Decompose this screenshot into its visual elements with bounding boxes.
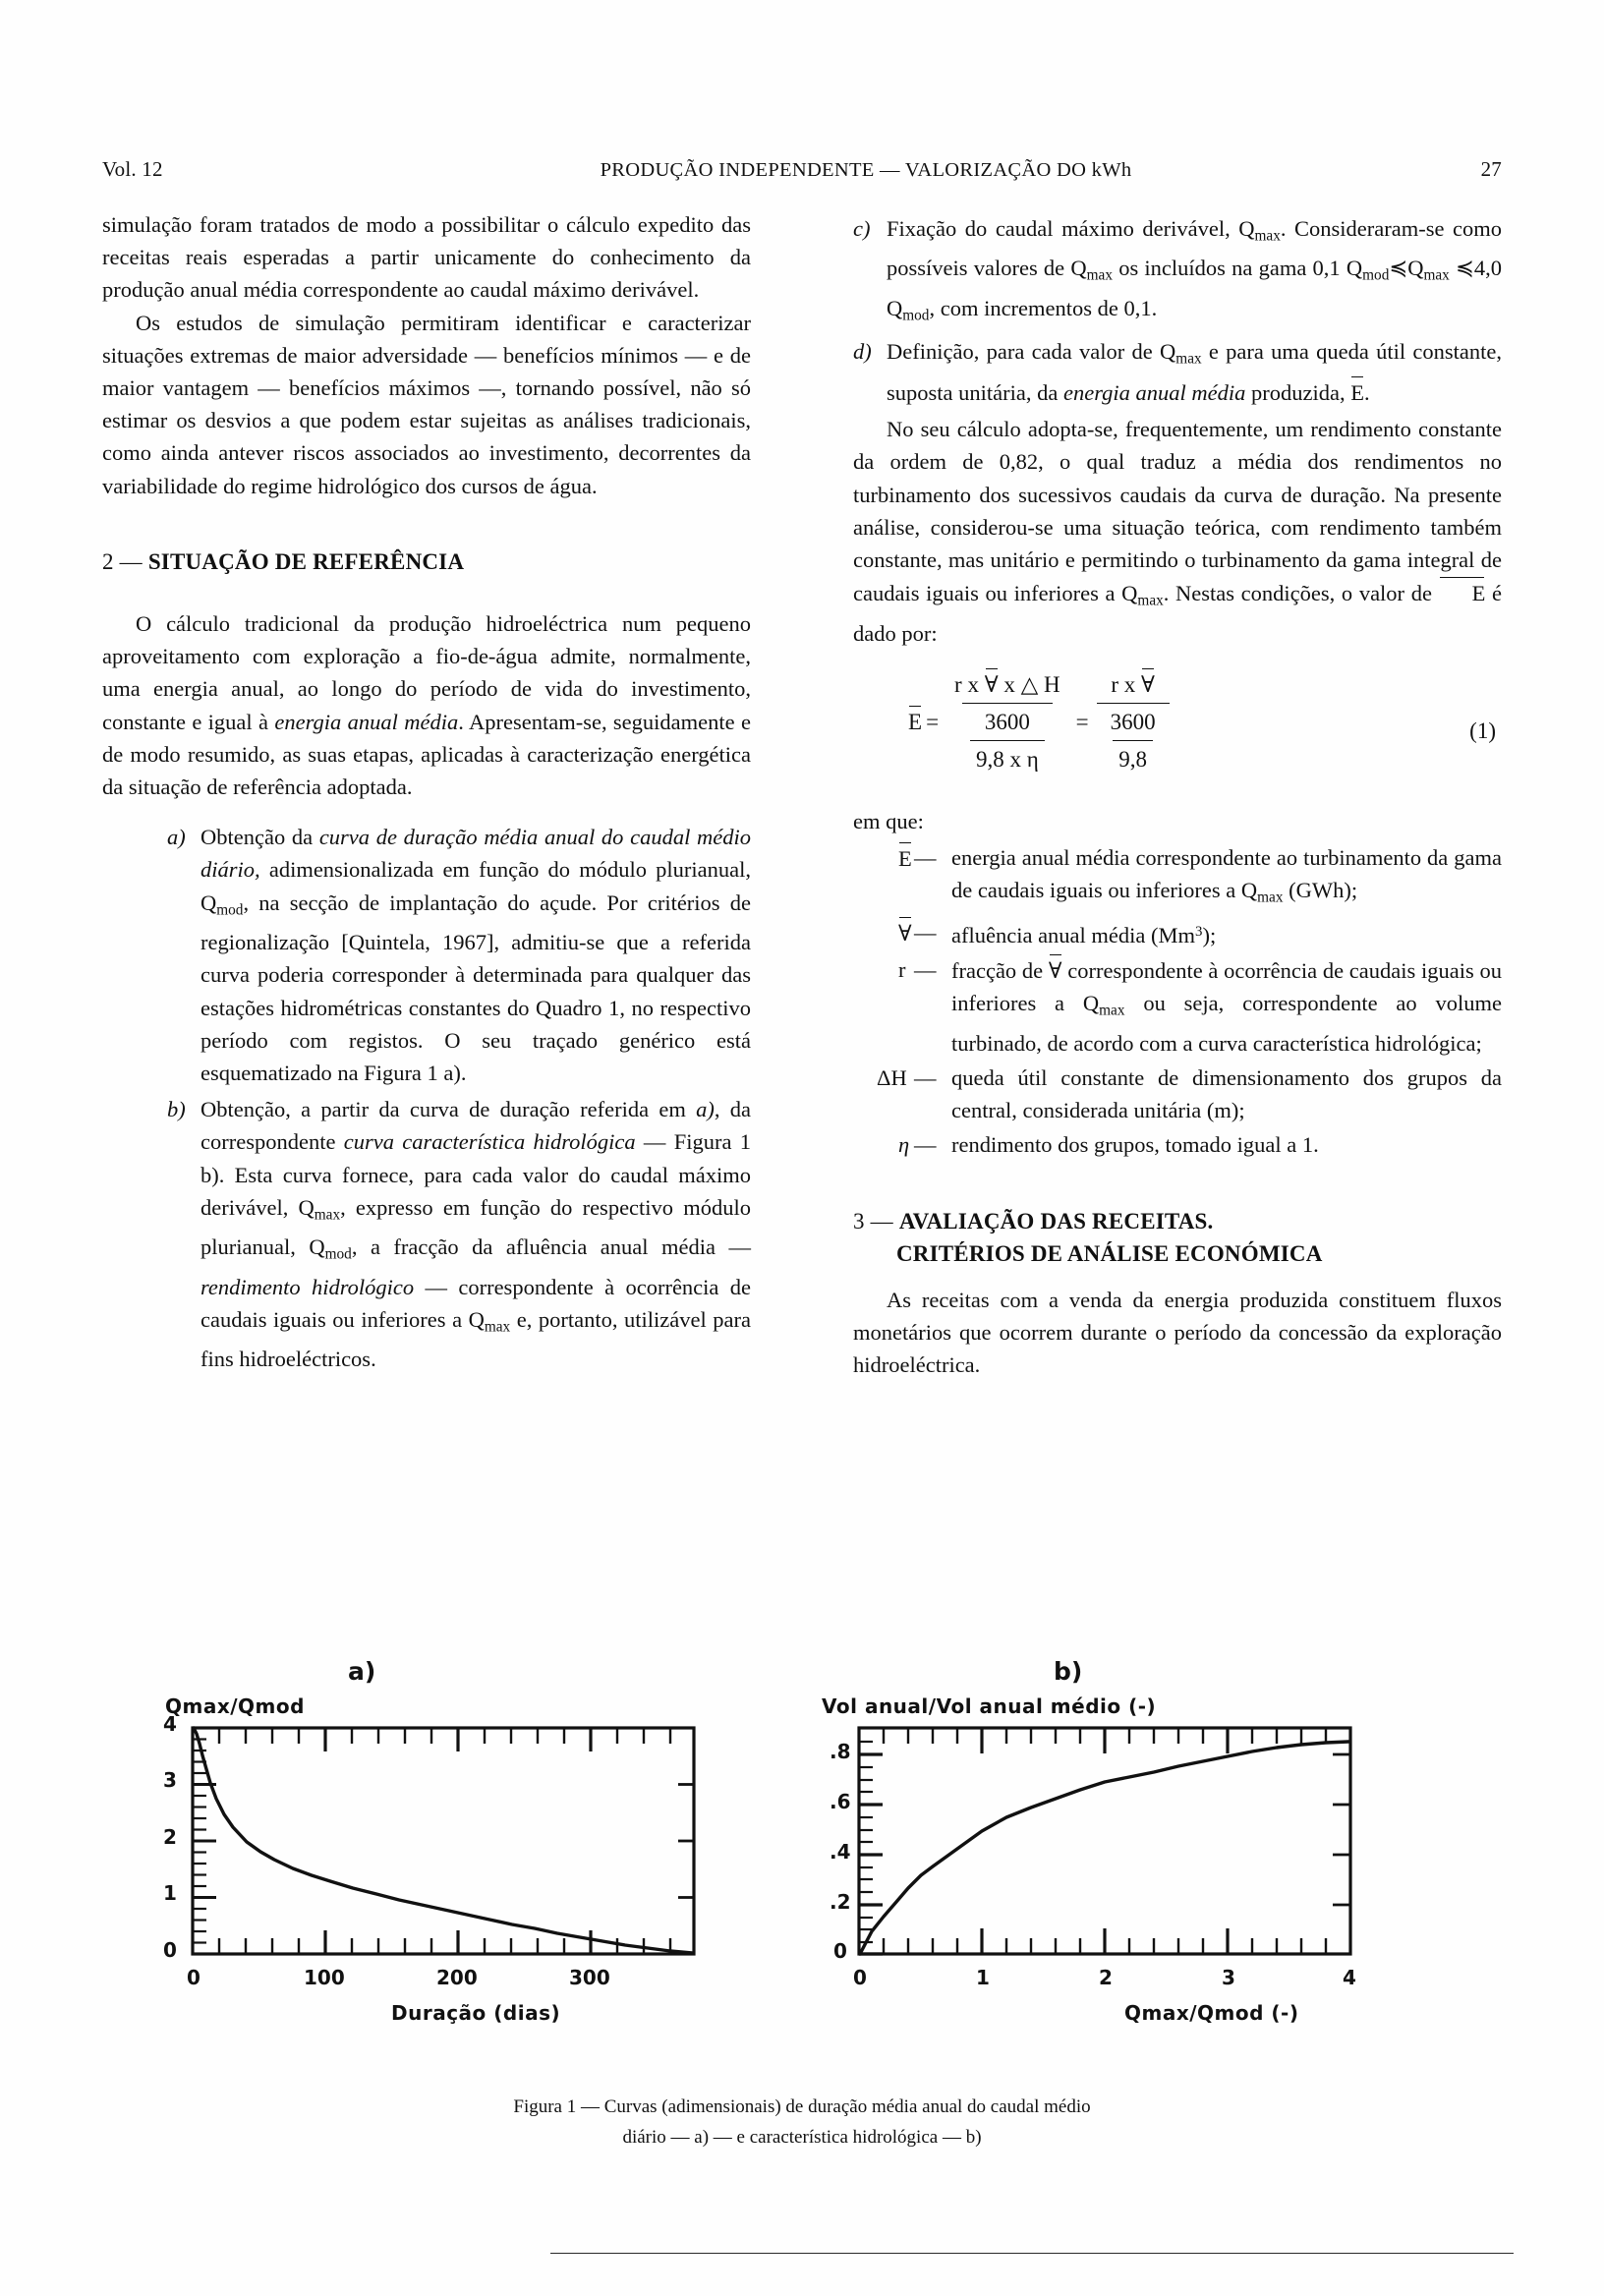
e-bar-symbol-inline: E — [1439, 576, 1486, 609]
panel-a-xtick-200: 200 — [436, 1966, 478, 1989]
definition-dash-eta: — — [914, 1132, 937, 1158]
heading-3-line1: AVALIAÇÃO DAS RECEITAS. — [898, 1208, 1214, 1234]
definition-row-deltaH — [853, 1062, 1502, 1126]
item-d-t4: . — [1363, 379, 1370, 405]
panel-b-xtick-3: 3 — [1222, 1966, 1235, 1989]
definition-dash-r: — — [914, 957, 937, 983]
caption-line-2: diário — a) — e característica hidrológica — b) — [622, 2127, 982, 2148]
list-body-c — [887, 212, 1502, 331]
panel-a-xlabel: Duração (dias) — [391, 2001, 561, 2025]
definition-symbol-r: r — [898, 957, 906, 983]
definition-text-V — [951, 916, 1502, 951]
definition-row-r — [853, 953, 1502, 1060]
no-seu-b: . Nestas condições, o valor de — [1163, 581, 1439, 606]
list-item-b — [102, 1093, 751, 1375]
list-marker-d: d) — [853, 339, 872, 365]
list-item-c — [853, 212, 1502, 331]
item-d-t3: produzida, — [1245, 379, 1351, 405]
panel-a-letter: a) — [348, 1657, 376, 1686]
panel-a-x-major-ticks-top — [325, 1728, 591, 1751]
panel-a-ytick-0: 0 — [163, 1938, 177, 1962]
item-c-t1: Fixação do caudal máximo derivável, Q — [887, 216, 1255, 241]
definition-symbol-V — [853, 916, 914, 949]
panel-b-xtick-2: 2 — [1099, 1966, 1113, 1989]
panel-a-ytick-2: 2 — [163, 1825, 177, 1849]
inner-num-left: 3600 — [984, 710, 1030, 735]
heading-2-text: SITUAÇÃO DE REFERÊNCIA — [147, 548, 465, 574]
item-b-t4: , expresso em função do respectivo módulo plurianual, Q — [200, 1194, 751, 1260]
def-E-sub: max — [1257, 889, 1284, 906]
item-c-t3: os incluídos na gama 0,1 Q — [1112, 256, 1363, 281]
equation-1 — [853, 661, 1502, 795]
panel-b-curve — [860, 1742, 1348, 1954]
item-c-sub1: max — [1254, 227, 1281, 245]
definition-row-V — [853, 916, 1502, 951]
item-b-t3: — Figura 1 b). Esta curva fornece, para cada valor do caudal máximo derivável, Q — [200, 1129, 751, 1220]
paragraph-as-receitas: As receitas com a venda da energia produzida constituem fluxos monetários que ocorrem durante o período da concessão da exploração hidroeléctrica. — [853, 1287, 1502, 1378]
definition-dash-deltaH: — — [914, 1064, 937, 1090]
item-b-it1: a) — [696, 1097, 715, 1122]
item-b-sub2: mod — [324, 1245, 352, 1263]
panel-b-ytick-02: .2 — [830, 1890, 851, 1914]
definition-list — [853, 841, 1502, 1162]
item-c-sub2: max — [1086, 266, 1113, 284]
definition-text-deltaH: queda útil constante de dimensionamento dos grupos da central, considerada unitária (m); — [951, 1064, 1502, 1123]
volume-label: Vol. 12 — [102, 157, 163, 181]
panel-b-ytick-06: .6 — [830, 1790, 851, 1813]
fraction-left-denominator — [962, 703, 1053, 775]
forall-bar-glyph: ∀ — [898, 916, 912, 949]
panel-a-xtick-0: 0 — [187, 1966, 200, 1989]
inner-den-right: 9,8 — [1113, 740, 1153, 775]
caption-line-1: Figura 1 — Curvas (adimensionais) de duração média anual do caudal médio — [513, 2096, 1091, 2117]
heading-3-number: 3 — — [853, 1208, 899, 1234]
spacer — [102, 502, 751, 545]
panel-b-letter: b) — [1054, 1657, 1083, 1686]
forall-bar-2: ∀ — [1141, 667, 1155, 701]
item-b-t6: — correspondente à ocorrência de caudais iguais ou inferiores a Q — [200, 1274, 751, 1332]
item-b-sub3: max — [484, 1318, 511, 1336]
definition-symbol-eta: η — [898, 1132, 910, 1158]
inner-fraction-right — [1105, 706, 1162, 775]
paragraph-calculo-tradicional — [102, 607, 751, 803]
equation-body — [908, 667, 1174, 776]
no-seu-sub: max — [1137, 592, 1164, 609]
lettered-list-right — [853, 212, 1502, 409]
item-a-t1: Obtenção da — [200, 825, 319, 850]
definition-symbol-deltaH: ΔH — [877, 1064, 907, 1090]
list-body-b — [200, 1093, 751, 1375]
list-marker-b: b) — [167, 1097, 186, 1122]
forall-bar-1: ∀ — [985, 667, 999, 701]
figure-1-group — [102, 1657, 1502, 2084]
panel-a-ytick-1: 1 — [163, 1881, 177, 1905]
item-c-sub5: mod — [902, 307, 930, 324]
panel-a-y-ticks-right — [678, 1785, 694, 1898]
paragraph-estudos: Os estudos de simulação permitiram identificar e caracterizar situações extremas de maior adversidade — benefícios mínimos — e de maior vantagem — benefícios máximos —, tornando possível, não só estimar os desvios a que podem estar sujeitas as análises tradicionais, como ainda antever riscos associados ao investimento, decorrentes da variabilidade do regime hidrológico dos cursos de água. — [102, 310, 751, 498]
e-bar-glyph: E — [898, 841, 912, 875]
panel-b-x-major-ticks-bottom — [982, 1928, 1228, 1954]
item-b-t1: Obtenção, a partir da curva de duração referida em — [200, 1097, 697, 1122]
n1-a: r x — [954, 671, 985, 697]
item-b-t7: e, portanto, utilizável para fins hidroeléctricos. — [200, 1306, 751, 1372]
panel-a-xtick-100: 100 — [304, 1966, 345, 1989]
list-body-a — [200, 821, 751, 1089]
left-column — [102, 208, 751, 1376]
fraction-right — [1097, 667, 1170, 776]
def-V-sup: 3 — [1195, 923, 1203, 940]
panel-a-ylabel: Qmax/Qmod — [165, 1694, 305, 1718]
inner-num-right: 3600 — [1110, 710, 1156, 735]
heading-avaliacao-das-receitas — [853, 1205, 1502, 1270]
em-que-label: em que: — [853, 808, 924, 833]
item-c-sub4: max — [1423, 266, 1450, 284]
para3-part-a: O cálculo tradicional da produção hidroeléctrica num pequeno aproveitamento com exploração a fio-de-água admite, normalmente, uma energia anual, ao longo do período de vida do investimento, constante e igual à — [102, 611, 751, 734]
definition-text-eta: rendimento dos grupos, tomado igual a 1. — [951, 1132, 1319, 1158]
spacer — [853, 1162, 1502, 1205]
panel-b-xtick-1: 1 — [976, 1966, 990, 1989]
no-seu-a: No seu cálculo adopta-se, frequentemente, um rendimento constante da ordem de 0,82, o qual traduz a média dos rendimentos no turbinamento dos sucessivos caudais da curva de duração. Na presente análise, considerou-se uma situação teórica, com rendimento também constante, mas unitário e permitindo o turbinamento da gama integral de caudais iguais ou inferiores a Q — [853, 417, 1502, 606]
panel-a-axes-frame — [193, 1728, 694, 1954]
list-body-d — [887, 335, 1502, 409]
definition-row-eta — [853, 1128, 1502, 1161]
n1-b: x △ H — [998, 671, 1060, 697]
heading-3-line2: CRITÉRIOS DE ANÁLISE ECONÓMICA — [896, 1240, 1323, 1266]
panel-a-curve — [194, 1728, 692, 1953]
def-r-sub: max — [1099, 1002, 1125, 1019]
n2-a: r x — [1111, 671, 1142, 697]
panel-a-xtick-300: 300 — [569, 1966, 610, 1989]
fraction-right-denominator — [1097, 703, 1170, 775]
def-r-mid: correspondente à ocorrência de caudais iguais ou inferiores a Q — [951, 958, 1502, 1016]
spacer — [102, 803, 751, 817]
panel-b-xtick-0: 0 — [853, 1966, 867, 1989]
item-c-t2: . Consideraram-se como possíveis valores de Q — [887, 216, 1502, 281]
equation-lhs: E — [908, 705, 922, 738]
panel-b-ytick-08: .8 — [830, 1740, 851, 1763]
bottom-rule — [550, 2253, 1514, 2254]
item-a-it1: curva de duração média anual do caudal médio diário, — [200, 825, 751, 883]
item-d-t2: e para uma queda útil constante, suposta unitária, da — [887, 339, 1502, 405]
list-item-a — [102, 821, 751, 1089]
lettered-list-left — [102, 821, 751, 1375]
def-V-b: ); — [1202, 922, 1217, 947]
e-bar-symbol: E — [1350, 375, 1364, 409]
running-title: PRODUÇÃO INDEPENDENTE — VALORIZAÇÃO DO kWh — [600, 159, 1132, 181]
item-c-sub3: mod — [1362, 266, 1390, 284]
panel-b-xlabel: Qmax/Qmod (-) — [1124, 2001, 1299, 2025]
para3-part-b: . Apresentam-se, seguidamente e de modo resumido, as suas etapas, aplicadas à caracterização energética da situação de referência adoptada. — [102, 709, 751, 800]
running-head — [102, 157, 1502, 182]
equals-sign-1: = — [926, 709, 940, 734]
panel-a-ytick-3: 3 — [163, 1768, 177, 1792]
item-a-sub1: mod — [216, 900, 244, 918]
heading-situacao-de-referencia — [102, 545, 751, 578]
fraction-left-numerator — [946, 667, 1068, 703]
para3-italic: energia anual média — [274, 709, 459, 734]
list-item-d — [853, 335, 1502, 409]
item-a-t2: adimensionalizada em função do módulo plurianual, Q — [200, 857, 751, 915]
item-b-t2: , da correspondente — [200, 1097, 751, 1155]
def-E-a: energia anual média correspondente ao turbinamento da gama de caudais iguais ou inferiores a Q — [951, 845, 1502, 903]
paragraph-no-seu-calculo — [853, 413, 1502, 650]
panel-b-ylabel: Vol anual/Vol anual médio (-) — [822, 1694, 1157, 1718]
panel-a-x-major-ticks-bottom — [325, 1930, 591, 1954]
item-a-t3: , na secção de implantação do açude. Por critérios de regionalização [Quintela, 1967], admitiu-se que a referida curva poderia corresponder à determinada para qualquer das estações hidrométricas constantes do Quadro 1, no respectivo período com registos. O seu traçado genérico está esquematizado na Figura 1 a). — [200, 890, 751, 1085]
item-d-t1: Definição, para cada valor de Q — [887, 339, 1176, 365]
definition-dash-E: — — [914, 845, 937, 871]
list-marker-c: c) — [853, 216, 871, 241]
def-r-a: fracção de — [951, 958, 1049, 984]
spacer — [853, 1270, 1502, 1284]
def-E-b: (GWh); — [1283, 878, 1358, 903]
panel-b-xtick-4: 4 — [1343, 1966, 1356, 1989]
item-b-sub1: max — [314, 1206, 341, 1224]
definition-text-E — [951, 841, 1502, 914]
item-c-t6: , com incrementos de 0,1. — [929, 295, 1158, 320]
right-column — [853, 208, 1502, 1382]
panel-a-x-minor-ticks-top — [219, 1728, 670, 1744]
equals-sign-2: = — [1075, 709, 1089, 734]
paragraph-simulacao: simulação foram tratados de modo a possibilitar o cálculo expedito das receitas reais esperadas a partir unicamente do conhecimento da produção anual média correspondente ao caudal máximo derivável. — [102, 212, 751, 303]
inner-fraction-left — [970, 706, 1045, 775]
no-seu-c: é dado por: — [853, 581, 1502, 646]
item-d-it1: energia anual média — [1062, 379, 1246, 405]
item-c-t5: ≼4,0 Q — [887, 256, 1503, 320]
definition-row-E — [853, 841, 1502, 914]
forall-bar-inline: ∀ — [1049, 953, 1062, 987]
panel-b-y-minor-ticks — [859, 1742, 873, 1942]
panel-b-ytick-0: 0 — [833, 1939, 847, 1963]
figure-caption — [102, 2092, 1502, 2152]
def-V-a: afluência anual média (Mm — [951, 922, 1196, 947]
heading-2-number: 2 — — [102, 548, 148, 574]
item-d-sub1: max — [1175, 350, 1202, 368]
item-b-t5: , a fracção da afluência anual média — — [351, 1234, 752, 1260]
panel-b-ytick-04: .4 — [830, 1840, 851, 1864]
definition-dash-V: — — [914, 919, 937, 945]
spacer — [102, 578, 751, 607]
def-r-b: ou seja, correspondente ao volume turbinado, de acordo com a curva característica hidrológica; — [951, 991, 1502, 1056]
panel-b-x-major-ticks-top — [982, 1728, 1228, 1753]
fraction-right-numerator — [1103, 667, 1163, 703]
inner-den-left: 9,8 x η — [970, 740, 1045, 775]
item-b-it3: rendimento hidrológico — [200, 1274, 415, 1299]
item-c-t4: ≼Q — [1389, 256, 1424, 281]
panel-b-y-ticks-right — [1333, 1754, 1350, 1905]
panel-a-ytick-4: 4 — [163, 1712, 177, 1736]
fraction-left — [946, 667, 1068, 776]
page-number: 27 — [1480, 157, 1502, 181]
panel-b-axes-frame — [859, 1728, 1350, 1954]
definition-text-r — [951, 953, 1502, 1060]
definition-symbol-E — [853, 841, 914, 875]
item-b-it2: curva característica hidrológica — [343, 1129, 636, 1155]
equation-number: (1) — [1469, 718, 1496, 743]
list-marker-a: a) — [167, 825, 186, 850]
